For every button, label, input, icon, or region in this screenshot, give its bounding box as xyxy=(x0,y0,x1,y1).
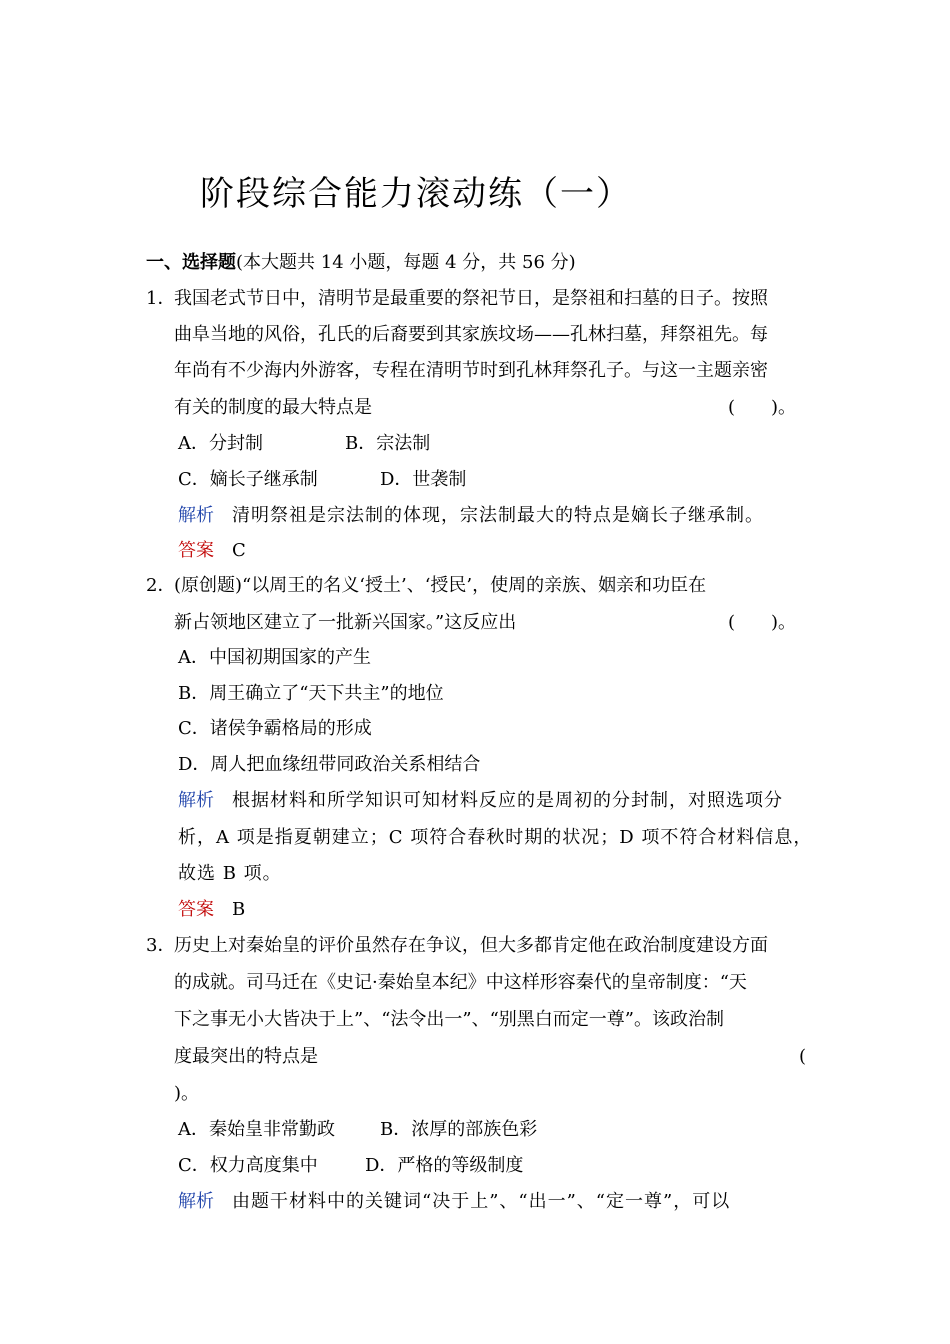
answer-value: B xyxy=(232,899,247,920)
question-1-answer xyxy=(178,539,247,563)
question-3-option-c: C．权力高度集中 xyxy=(178,1155,318,1176)
question-2-line-1 xyxy=(174,574,706,598)
question-1-option-c: C．嫡长子继承制 xyxy=(178,469,318,490)
question-1-line-1: 我国老式节日中，清明节是最重要的祭祀节日，是祭祖和扫墓的日子。按照 xyxy=(174,288,768,309)
question-2-answer xyxy=(178,898,246,922)
analysis-text: 清明祭祖是宗法制的体现，宗法制最大的特点是嫡长子继承制。 xyxy=(232,505,764,526)
question-3-option-d: D．严格的等级制度 xyxy=(365,1155,524,1176)
question-1-option-d: D．世袭制 xyxy=(380,469,467,490)
question-2-analysis-line-2: 析，A 项是指夏朝建立；C 项符合春秋时期的状况；D 项不符合材料信息， xyxy=(178,827,813,848)
question-2-line-2: 新占领地区建立了一批新兴国家。”这反应出 xyxy=(174,612,517,633)
answer-value: C xyxy=(232,540,247,561)
analysis-label: 解析 xyxy=(178,505,214,526)
question-3-line-2: 的成就。司马迁在《史记·秦始皇本纪》中这样形容秦代的皇帝制度：“天 xyxy=(174,972,747,993)
question-2-text: “以周王的名义‘授土’、‘授民’，使周的亲族、姻亲和功臣在 xyxy=(242,575,707,596)
question-3-number: 3． xyxy=(146,935,176,956)
page-title: 阶段综合能力滚动练（一） xyxy=(200,174,632,214)
question-2-option-a: A．中国初期国家的产生 xyxy=(178,647,371,668)
answer-label: 答案 xyxy=(178,899,214,920)
analysis-label: 解析 xyxy=(178,1191,214,1212)
question-1-answer-blank: ( )。 xyxy=(728,397,797,418)
question-1-option-a: A．分封制 xyxy=(178,433,263,454)
question-3-paren-open: ( xyxy=(799,1046,807,1067)
question-2-number: 2． xyxy=(146,575,176,596)
question-1-option-b: B．宗法制 xyxy=(345,433,431,454)
question-1-analysis xyxy=(178,504,764,528)
section-prefix: 一、选择题 xyxy=(146,252,236,273)
question-2-option-c: C．诸侯争霸格局的形成 xyxy=(178,718,372,739)
question-3-paren-close: )。 xyxy=(174,1083,200,1104)
question-2-tag: (原创题) xyxy=(174,575,243,596)
question-3-option-a: A．秦始皇非常勤政 xyxy=(178,1119,335,1140)
question-3-analysis xyxy=(178,1190,730,1214)
question-3-line-3: 下之事无小大皆决于上”、“法令出一”、“别黑白而定一尊”。该政治制 xyxy=(174,1009,725,1030)
analysis-label: 解析 xyxy=(178,790,214,811)
question-1-line-4: 有关的制度的最大特点是 xyxy=(174,397,372,418)
question-2-option-b: B．周王确立了“天下共主”的地位 xyxy=(178,683,444,704)
section-heading xyxy=(146,251,576,275)
answer-label: 答案 xyxy=(178,540,214,561)
section-info: (本大题共 14 小题，每题 4 分，共 56 分) xyxy=(236,252,576,273)
analysis-text: 由题干材料中的关键词“决于上”、“出一”、“定一尊”，可以 xyxy=(232,1191,731,1212)
question-3-line-4: 度最突出的特点是 xyxy=(174,1046,318,1067)
question-2-answer-blank: ( )。 xyxy=(728,612,797,633)
question-2-analysis-line-3: 故选 B 项。 xyxy=(178,863,282,884)
question-1-number: 1． xyxy=(146,288,176,309)
analysis-text: 根据材料和所学知识可知材料反应的是周初的分封制，对照选项分 xyxy=(232,790,783,811)
question-3-option-b: B．浓厚的部族色彩 xyxy=(380,1119,538,1140)
question-3-line-1: 历史上对秦始皇的评价虽然存在争议，但大多都肯定他在政治制度建设方面 xyxy=(174,935,768,956)
question-2-analysis-line-1 xyxy=(178,789,783,813)
question-1-line-3: 年尚有不少海内外游客，专程在清明节时到孔林拜祭孔子。与这一主题亲密 xyxy=(174,360,768,381)
question-1-line-2: 曲阜当地的风俗，孔氏的后裔要到其家族坟场——孔林扫墓，拜祭祖先。每 xyxy=(174,324,768,345)
question-2-option-d: D．周人把血缘纽带同政治关系相结合 xyxy=(178,754,481,775)
